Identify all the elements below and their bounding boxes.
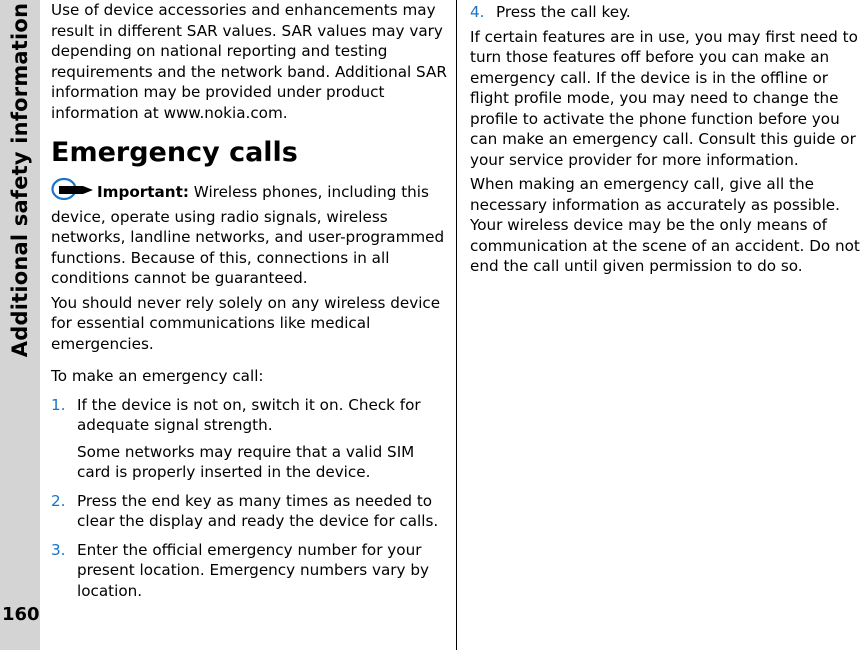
- column-divider: [456, 0, 457, 650]
- list-item: [51, 540, 449, 602]
- section-title-text: Additional safety information: [8, 2, 32, 358]
- step-text: Enter the official emergency number for your present location. Emergency numbers vary by location.: [77, 540, 429, 600]
- steps-intro: To make an emergency call:: [51, 367, 264, 385]
- step-note: Some networks may require that a valid SIM card is properly inserted in the device.: [77, 442, 415, 481]
- important-text: Wireless phones, including this device, operate using radio signals, wireless networks, landline networks, and user-programmed functions. Because of this, connections in all conditions cannot be guaranteed.: [51, 183, 445, 287]
- reliance-paragraph: You should never rely solely on any wireless device for essential communications like medical emergencies.: [51, 293, 441, 353]
- steps-list: [51, 395, 449, 602]
- page-number: 160: [2, 604, 40, 625]
- list-item: [51, 491, 449, 532]
- steps-list-continued: [470, 2, 862, 23]
- step-text: Press the end key as many times as needed to clear the display and ready the device for calls.: [77, 491, 439, 530]
- section-heading: Emergency calls: [51, 137, 298, 168]
- step-number: 2.: [51, 491, 66, 510]
- section-title: [0, 0, 40, 360]
- information-paragraph: When making an emergency call, give all the necessary information as accurately as possible. Your wireless device may be the only means of communication at the scene of an accident. Do not end the call until given permission to do so.: [470, 175, 860, 275]
- sar-paragraph: Use of device accessories and enhancements may result in different SAR values. SAR values may vary depending on national reporting and testing requirements and the network band. Additional SAR information may be provided under product information at www.nokia.com.: [51, 1, 447, 122]
- right-column: [470, 0, 862, 277]
- step-number: 1.: [51, 395, 66, 414]
- important-label: Important:: [97, 183, 189, 201]
- feature-paragraph: If certain features are in use, you may first need to turn those features off before you can make an emergency call. If the device is in the offline or flight profile mode, you may need to change the profile to activate the phone function before you can make an emergency call. Consult this guide or your service provider for more information.: [470, 27, 858, 169]
- step-number: 4.: [470, 3, 485, 21]
- list-item: [51, 395, 449, 483]
- important-pen-icon: [51, 177, 95, 207]
- step-number: 3.: [51, 540, 66, 559]
- sidebar: [0, 0, 40, 650]
- list-item: [470, 2, 862, 23]
- step-text: If the device is not on, switch it on. Check for adequate signal strength.: [77, 395, 421, 434]
- important-note: [51, 177, 449, 289]
- left-column: [51, 0, 449, 601]
- step-text: Press the call key.: [496, 3, 631, 21]
